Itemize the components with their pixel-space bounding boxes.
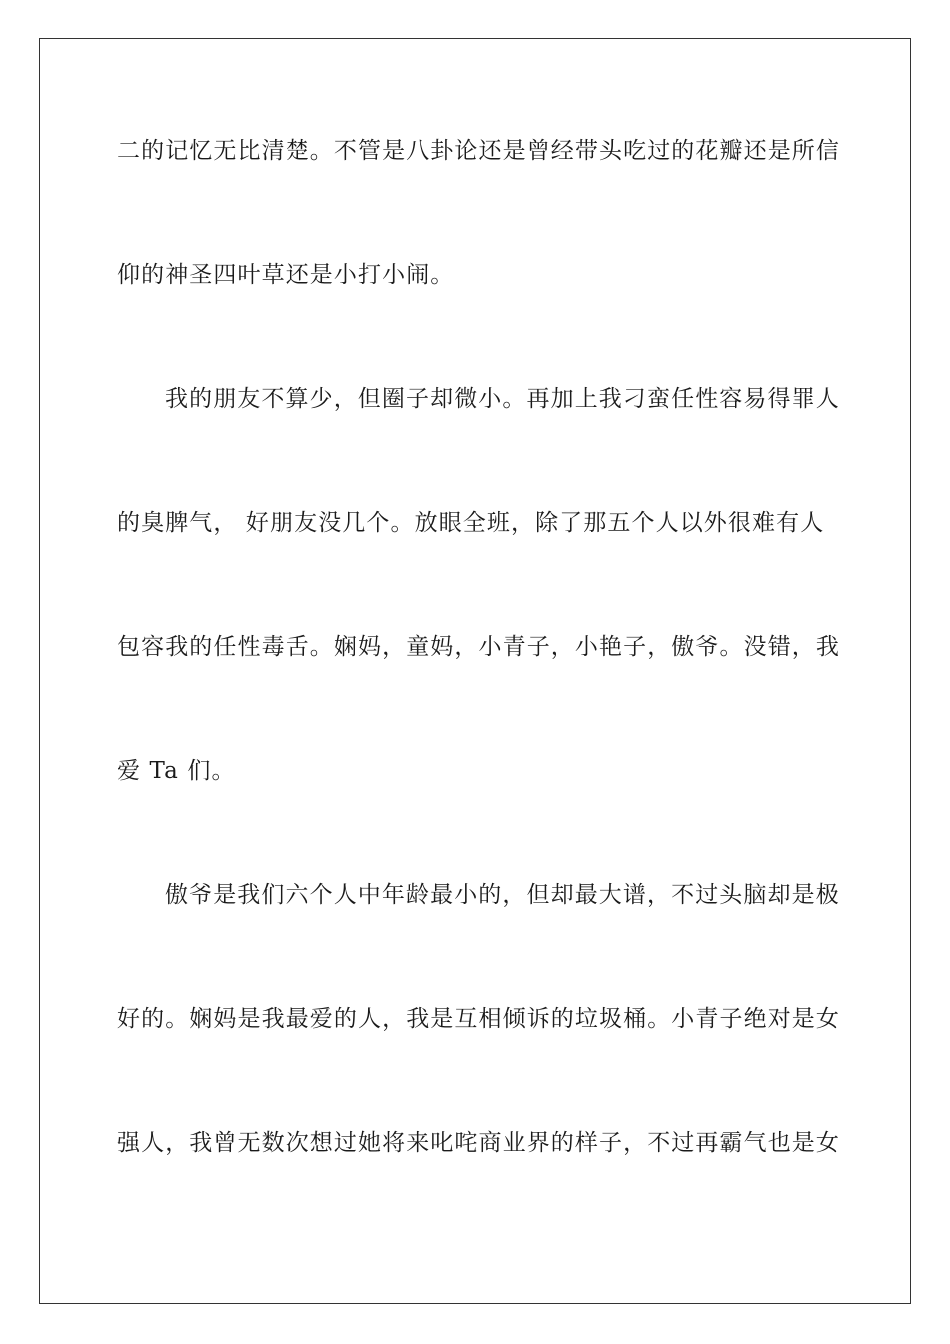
text-line: 爱 Ta 们。 [117,758,236,784]
paragraph-start-line: 我的朋友不算少，但圈子却微小。再加上我刁蛮任性容易得罪人 [165,386,840,412]
text-line: 包容我的任性毒舌。娴妈，童妈，小青子，小艳子，傲爷。没错，我 [117,634,840,660]
document-body [117,128,840,1244]
text-line: 二的记忆无比清楚。不管是八卦论还是曾经带头吃过的花瓣还是所信 [117,138,840,164]
paragraph-start-line: 傲爷是我们六个人中年龄最小的，但却最大谱，不过头脑却是极 [165,882,840,908]
text-line: 好的。娴妈是我最爱的人，我是互相倾诉的垃圾桶。小青子绝对是女 [117,1006,840,1032]
text-line: 仰的神圣四叶草还是小打小闹。 [117,262,455,288]
text-line: 强人，我曾无数次想过她将来叱咤商业界的样子，不过再霸气也是女 [117,1130,840,1156]
text-line: 的臭脾气， 好朋友没几个。放眼全班，除了那五个人以外很难有人 [117,510,825,536]
